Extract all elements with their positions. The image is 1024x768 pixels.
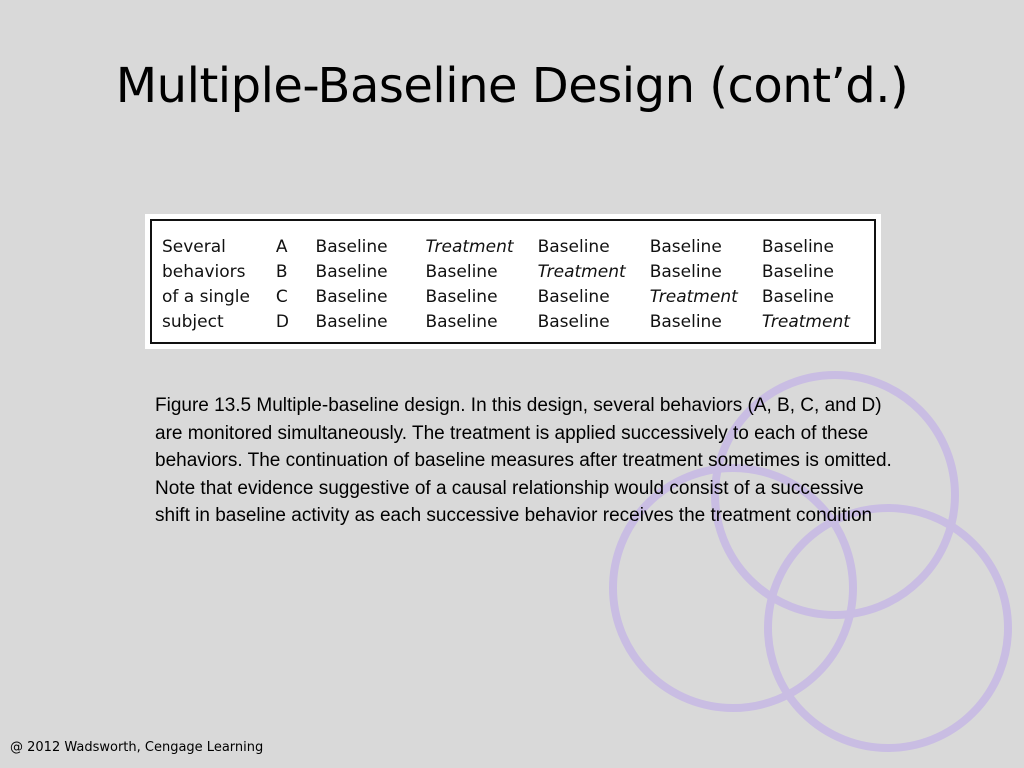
table-row — [162, 310, 874, 335]
behavior-letter: D — [275, 312, 289, 332]
baseline-cell: Baseline — [761, 237, 834, 257]
baseline-cell: Baseline — [761, 262, 834, 282]
table-row — [162, 235, 874, 260]
behavior-letter: B — [275, 262, 288, 282]
baseline-cell: Baseline — [315, 287, 388, 307]
behavior-letter: A — [275, 237, 288, 257]
table-row — [162, 285, 874, 310]
baseline-cell: Baseline — [425, 262, 498, 282]
design-table — [162, 235, 874, 335]
figure-border — [150, 219, 876, 344]
treatment-cell: Treatment — [537, 262, 626, 282]
baseline-cell: Baseline — [649, 312, 722, 332]
table-row — [162, 260, 874, 285]
treatment-cell: Treatment — [649, 287, 738, 307]
baseline-cell: Baseline — [537, 287, 610, 307]
row-label: subject — [162, 312, 224, 332]
treatment-cell: Treatment — [425, 237, 514, 257]
copyright-footer: @ 2012 Wadsworth, Cengage Learning — [10, 740, 264, 755]
slide-title: Multiple-Baseline Design (cont’d.) — [115, 58, 909, 114]
baseline-cell: Baseline — [761, 287, 834, 307]
baseline-cell: Baseline — [649, 262, 722, 282]
baseline-cell: Baseline — [649, 237, 722, 257]
row-label: of a single — [162, 287, 250, 307]
row-label: Several — [162, 237, 226, 257]
behavior-letter: C — [275, 287, 288, 307]
baseline-cell: Baseline — [315, 262, 388, 282]
baseline-cell: Baseline — [537, 312, 610, 332]
row-label: behaviors — [162, 262, 246, 282]
treatment-cell: Treatment — [761, 312, 850, 332]
figure-image — [145, 214, 881, 349]
baseline-cell: Baseline — [425, 287, 498, 307]
baseline-cell: Baseline — [537, 237, 610, 257]
baseline-cell: Baseline — [425, 312, 498, 332]
baseline-cell: Baseline — [315, 312, 388, 332]
figure-caption: Figure 13.5 Multiple-baseline design. In this design, several behaviors (A, B, C, and D) are monitored simultaneously. The treatment is applied successively to each of these behaviors. The continuation of baseline measures after treatment sometimes is omitted. Note that evidence suggestive of a causal relationship would consist of a successive shift in baseline activity as each successive behavior receives the treatment condition — [155, 395, 892, 526]
decorative-circle — [768, 508, 1008, 748]
baseline-cell: Baseline — [315, 237, 388, 257]
